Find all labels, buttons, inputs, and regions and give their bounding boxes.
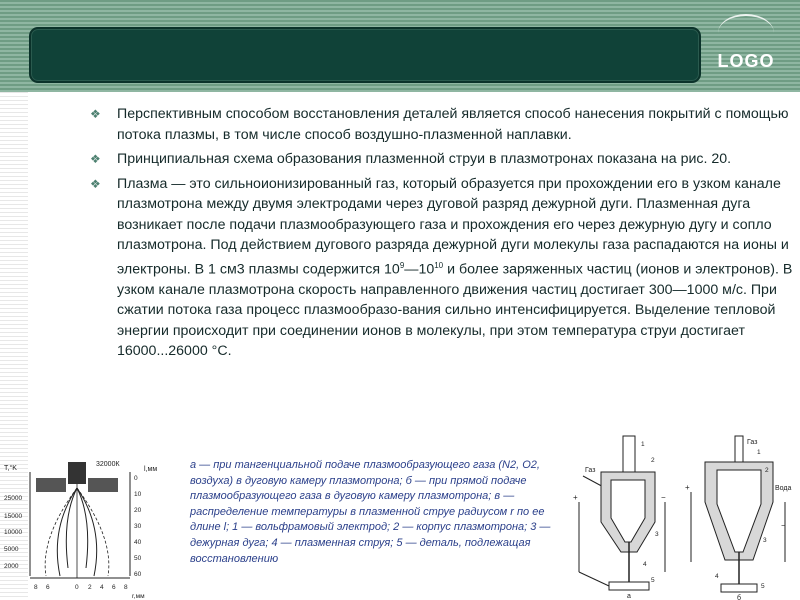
label-a: 1 (641, 441, 645, 448)
bullet-text: Принципиальная схема образования плазменной струи в плазмотронах показана на рис. 20. (117, 151, 732, 167)
bullet-text-plasma (117, 174, 796, 362)
x-tick-label: 4 (100, 584, 104, 591)
circuit-a (579, 572, 609, 586)
plasma-sup1: 9 (399, 260, 405, 270)
right-tick-label: 50 (134, 555, 142, 562)
isotherm (77, 488, 88, 568)
plasma-text-part2: —10 (404, 261, 435, 278)
plasmatron-schematics (565, 432, 800, 600)
y-tick-label: 2000 (4, 563, 19, 570)
x-tick-label: 6 (112, 584, 116, 591)
title-bar (29, 27, 701, 83)
right-tick-label: 30 (134, 523, 142, 530)
logo (710, 12, 782, 72)
workpiece-b (721, 584, 757, 592)
bullet-diamond-icon: ❖ (90, 176, 101, 191)
gas-label-b: Газ (747, 439, 758, 446)
bullet-text: Перспективным способом восстановления деталей является способ нанесения покрытий с помощью потока плазмы, в том числе способ воздушно-плазменной наплавки. (117, 106, 789, 143)
caption-b: б (737, 595, 742, 600)
x-tick-label: 8 (124, 584, 128, 591)
minus-sign-b: − (781, 521, 786, 530)
right-tick-label: 0 (134, 475, 138, 482)
slide-body (90, 104, 796, 366)
label-a: 5 (651, 577, 655, 584)
plasma-sup2: 10 (434, 260, 444, 270)
y-tick-label: 15000 (4, 513, 23, 520)
gas-label-a: Газ (585, 467, 596, 474)
right-tick-label: 10 (134, 491, 142, 498)
y-tick-label: 5000 (4, 546, 19, 553)
bullet-diamond-icon: ❖ (90, 152, 101, 166)
bullet-item (90, 174, 796, 362)
logo-arc-icon (718, 14, 774, 52)
temperature-distribution-figure (0, 458, 186, 600)
plasma-text-part1: Плазма — это сильноионизированный газ, который образуется при прохождении его в узком канале плазмотрона между двумя электродами через дуговой разряд дежурной дуги. Плазменная дуга возникает после подачи плазмообразующего газа и прохождения его через дежурную дугу и сопло плазмотрона. Под действием дугового разряда дежурной дуги молекулы газа распадаются на ионы и электроны. В 1 см3 плазмы содержится 10 (117, 175, 789, 278)
plus-sign-b: + (685, 483, 690, 492)
bullet-item (90, 149, 796, 170)
x-tick-label: 2 (88, 584, 92, 591)
figure-caption: а — при тангенциальной подаче плазмообразующего газа (N2, O2, воздуха) в дуговую камеру плазмотрона; б — при прямой подаче плазмообразующего газа в дуговую камеру плазмотрона; в — распределение температуры в плазменной струе радиусом r по ее длине l; 1 — вольфрамовый электрод; 2 — корпус плазмотрона; 3 — дежурная дуга; 4 — плазменная струя; 5 — деталь, подлежащая восстановлению (190, 459, 551, 565)
fig-left-right-axis-label: l,мм (144, 466, 158, 473)
fig-left-ylabel: T,°K (4, 465, 17, 472)
right-tick-label: 60 (134, 571, 142, 578)
bullet-diamond-icon: ❖ (90, 107, 101, 121)
label-b: 1 (757, 449, 761, 456)
label-a: 3 (655, 531, 659, 538)
caption-a: а (627, 593, 631, 600)
water-label: Вода (775, 485, 792, 492)
plasma-text-part3: и более заряженных частиц (ионов и электронов). В узком канале плазмотрона скорость направленного движения частиц достигает 300—1000 м/с. При сжатии потока газа процесс плазмообразо-вания сильно интенсифицируется. Выделение тепловой энергии происходит при соединении ионов в молекулы, при этом температура струи достигает 16000...26000 °С. (117, 261, 793, 360)
fig-left-x-label: r,мм (132, 593, 145, 600)
isotherm (66, 488, 77, 568)
bullet-item (90, 104, 796, 145)
x-tick-label: 8 (34, 584, 38, 591)
label-a: 2 (651, 457, 655, 464)
electrode (68, 462, 86, 484)
x-tick-label: 0 (75, 584, 79, 591)
right-tick-label: 40 (134, 539, 142, 546)
fig-left-top-label: 32000К (96, 461, 120, 468)
plasmatron-b (685, 436, 791, 600)
logo-text: LOGO (717, 51, 775, 71)
label-b: 5 (761, 583, 765, 590)
label-b: 2 (765, 467, 769, 474)
nozzle-right-block (88, 478, 118, 492)
plus-sign-a: + (573, 493, 578, 502)
plasmatron-a (573, 436, 666, 600)
workpiece-a (609, 582, 649, 590)
nozzle-left-block (36, 478, 66, 492)
label-a: 4 (643, 561, 647, 568)
y-tick-label: 10000 (4, 529, 23, 536)
right-tick-label: 20 (134, 507, 142, 514)
x-tick-label: 6 (46, 584, 50, 591)
minus-sign-a: − (661, 493, 666, 502)
label-b: 4 (715, 573, 719, 580)
label-b: 3 (763, 537, 767, 544)
y-tick-label: 25000 (4, 495, 23, 502)
